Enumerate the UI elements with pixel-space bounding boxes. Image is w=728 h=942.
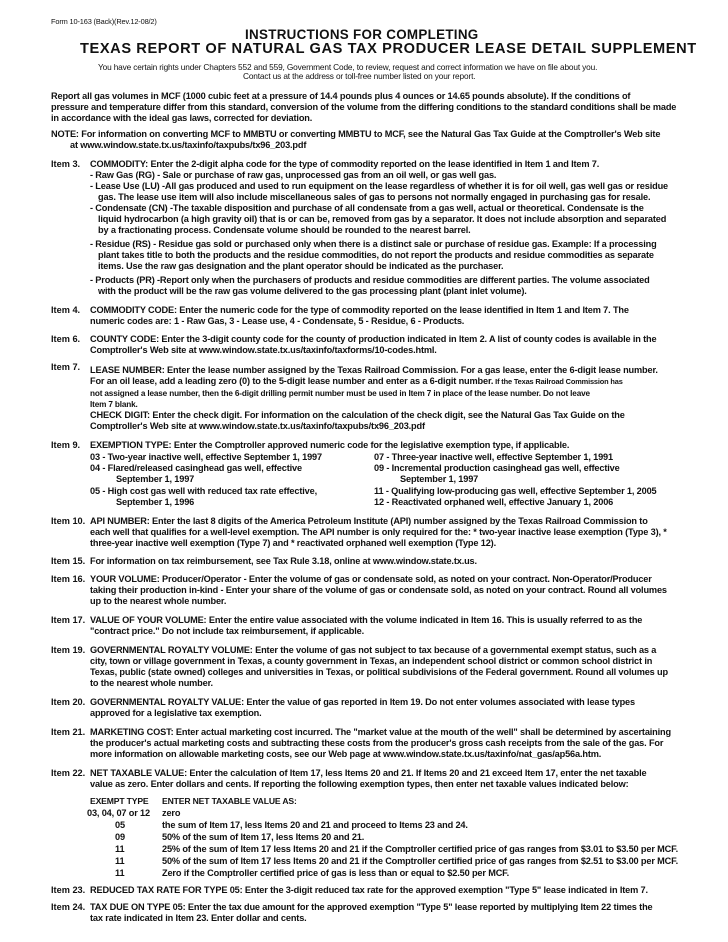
item9-heading: EXEMPTION TYPE: Enter the Comptroller approved numeric code for the legislative exemption type, if applicable.: [90, 440, 570, 450]
item24-line1: TAX DUE ON TYPE 05: Enter the tax due amount for the approved exemption "Type 5" lease reported by multiplying Item 22 times the: [90, 902, 653, 912]
page-title-line2: TEXAS REPORT OF NATURAL GAS TAX PRODUCER LEASE DETAIL SUPPLEMENT: [80, 41, 697, 57]
item4-label: Item 4.: [51, 305, 81, 315]
rights-notice-line2: Contact us at the address or toll-free number listed on your report.: [243, 71, 476, 81]
item6-line2: Comptroller's Web site at www.window.state.tx.us/taxinfo/taxforms/10-codes.html.: [90, 345, 437, 355]
item22-row-value: the sum of Item 17, less Items 20 and 21 and proceed to Items 23 and 24.: [162, 820, 468, 830]
item9-code-04-date: September 1, 1997: [116, 474, 195, 484]
form-id: Form 10-163 (Back)(Rev.12-08/2): [51, 17, 157, 26]
item21-line1: MARKETING COST: Enter actual marketing cost incurred. The "market value at the mouth of the well" shall be determined by ascertaining: [90, 727, 671, 737]
item3-residue-1: - Residue (RS) - Residue gas sold or purchased only when there is a distinct sale or purchase of residue gas. Example: If a processing: [90, 239, 657, 249]
item6-label: Item 6.: [51, 334, 81, 344]
item16-line3: up to the nearest whole number.: [90, 596, 227, 606]
item24-line2: tax rate indicated in Item 23. Enter dollar and cents.: [90, 913, 307, 923]
item9-code-12: 12 - Reactivated orphaned well, effective January 1, 2006: [374, 497, 614, 507]
item3-label: Item 3.: [51, 159, 81, 169]
item3-residue-2: plant takes title to both the products and the residue commodities, do not report the products and residue commodities as separate: [98, 250, 654, 260]
item22-row-value: 25% of the sum of Item 17 less Items 20 and 21 if the Comptroller certified price of gas ranges from $3.01 to $3.50 per MCF.: [162, 844, 678, 854]
item24-label: Item 24.: [51, 902, 86, 912]
item20-line1: GOVERNMENTAL ROYALTY VALUE: Enter the value of gas reported in Item 19. Do not enter volumes associated with lease types: [90, 697, 635, 707]
intro-line3: in accordance with the ideal gas laws, corrected for deviation.: [51, 113, 313, 123]
item9-code-11: 11 - Qualifying low-producing gas well, effective September 1, 2005: [374, 486, 657, 496]
item22-line2: value as zero. Enter dollars and cents. If reporting the following exemption types, then enter net taxable values indicated below:: [90, 779, 629, 789]
item19-label: Item 19.: [51, 645, 86, 655]
item7-line3: not assigned a lease number, then the 6-digit drilling permit number must be used in Item 7 in place of the lease number. Do not leave: [90, 389, 590, 398]
item22-label: Item 22.: [51, 768, 86, 778]
item22-row-type: 11: [115, 856, 125, 866]
item22-row-value: 50% of the sum of Item 17, less Items 20 and 21.: [162, 832, 365, 842]
item23-line1: REDUCED TAX RATE FOR TYPE 05: Enter the 3-digit reduced tax rate for the approved exemption "Type 5" lease indicated in Item 7.: [90, 885, 648, 895]
item9-label: Item 9.: [51, 440, 81, 450]
item16-line1: YOUR VOLUME: Producer/Operator - Enter the volume of gas or condensate sold, as noted on your contract. Non-Operator/Producer: [90, 574, 652, 584]
item22-col-net-value: ENTER NET TAXABLE VALUE AS:: [162, 796, 297, 806]
item7-line1: LEASE NUMBER: Enter the lease number assigned by the Texas Railroad Commission. For a gas lease, enter the 6-digit lease number.: [90, 365, 658, 375]
item9-code-03: 03 - Two-year inactive well, effective September 1, 1997: [90, 452, 322, 462]
item7-line4: Item 7 blank.: [90, 400, 138, 409]
item19-line3: Texas, public (state owned) colleges and universities in Texas, or political subdivisions of the Federal government. Round all volumes up: [90, 667, 668, 677]
item19-line4: to the nearest whole number.: [90, 678, 213, 688]
item22-line1: NET TAXABLE VALUE: Enter the calculation of Item 17, less Items 20 and 21. If Items 20 and 21 exceed Item 17, enter the net taxable: [90, 768, 647, 778]
item21-line2: the producer's actual marketing costs and subtracting these costs from the producer's gross cash receipts from the sale of the gas. For: [90, 738, 664, 748]
rights-notice-line1: You have certain rights under Chapters 552 and 559, Government Code, to review, request and correct information we have on file about you.: [98, 62, 598, 72]
item17-line1: VALUE OF YOUR VOLUME: Enter the entire value associated with the volume indicated in Item 16. This is usually referred to as the: [90, 615, 643, 625]
item7-label: Item 7.: [51, 362, 81, 372]
intro-line2: pressure and temperature differ from this standard, conversion of the volume from the differing conditions to the standard conditions shall be made: [51, 102, 677, 112]
item3-condensate-3: by a fractionating process. Condensate volume should be rounded to the nearest barrel.: [98, 225, 471, 235]
item22-col-exempt-type: EXEMPT TYPE: [90, 796, 149, 806]
item3-condensate-2: liquid hydrocarbon (a high gravity oil) that is or can be, removed from gas by a separator. It does not include absorption and separated: [98, 214, 667, 224]
item22-row-type: 11: [115, 844, 125, 854]
item9-code-09: 09 - Incremental production casinghead gas well, effective: [374, 463, 620, 473]
item10-line2: each well that qualifies for a well-level exemption. The API number is only required for the: * two-year inactive lease exemption (Type 3), *: [90, 527, 667, 537]
item3-lease-use-2: gas. The lease use item will also include miscellaneous sales of gas to persons not normally engaged in purchasing gas for resale.: [98, 192, 651, 202]
item3-commodity-heading: COMMODITY: Enter the 2-digit alpha code for the type of commodity reported on the lease identified in Item 1 and Item 7.: [90, 159, 600, 169]
page-title-line1: INSTRUCTIONS FOR COMPLETING: [245, 27, 479, 42]
item7-line5: CHECK DIGIT: Enter the check digit. For information on the calculation of the check digit, see the Natural Gas Tax Guide on the: [90, 410, 625, 420]
item4-line2: numeric codes are: 1 - Raw Gas, 3 - Lease use, 4 - Condensate, 5 - Residue, 6 - Products.: [90, 316, 465, 326]
item9-code-07: 07 - Three-year inactive well, effective September 1, 1991: [374, 452, 613, 462]
item3-lease-use-1: - Lease Use (LU) -All gas produced and used to run equipment on the lease regardless of whether it is for oil well, gas well gas or residue: [90, 181, 668, 191]
item20-line2: approved for a legislative tax exemption.: [90, 708, 262, 718]
item22-row-type: 03, 04, 07 or 12: [87, 808, 150, 818]
note-line2: at www.window.state.tx.us/taxinfo/taxpubs/tx96_203.pdf: [70, 140, 307, 150]
item3-condensate-1: - Condensate (CN) -The taxable disposition and purchase of all condensate from a gas well, actual or theoretical. Condensate is the: [90, 203, 644, 213]
item3-residue-3: items. Use the raw gas designation and the plant operator should be indicated as the purchaser.: [98, 261, 504, 271]
item16-label: Item 16.: [51, 574, 86, 584]
item19-line1: GOVERNMENTAL ROYALTY VOLUME: Enter the volume of gas not subject to tax because of a governmental exempt status, such as a: [90, 645, 657, 655]
item22-row-type: 05: [115, 820, 125, 830]
item20-label: Item 20.: [51, 697, 86, 707]
item22-row-value: Zero if the Comptroller certified price of gas is less than or equal to $2.50 per MCF.: [162, 868, 510, 878]
item17-line2: "contract price." Do not include tax reimbursement, if applicable.: [90, 626, 364, 636]
item22-row-value: zero: [162, 808, 181, 818]
item22-row-value: 50% of the sum of Item 17 less Items 20 and 21 if the Comptroller certified price of gas ranges from $2.51 to $3.00 per MCF.: [162, 856, 678, 866]
item9-code-05-date: September 1, 1996: [116, 497, 195, 507]
item10-label: Item 10.: [51, 516, 86, 526]
item21-label: Item 21.: [51, 727, 86, 737]
item22-row-type: 11: [115, 868, 125, 878]
item9-code-04: 04 - Flared/released casinghead gas well, effective: [90, 463, 302, 473]
item22-row-type: 09: [115, 832, 125, 842]
item10-line1: API NUMBER: Enter the last 8 digits of the America Petroleum Institute (API) number assigned by the Texas Railroad Commission to: [90, 516, 648, 526]
item3-raw-gas: - Raw Gas (RG) - Sale or purchase of raw gas, unprocessed gas from an oil well, or gas well gas.: [90, 170, 497, 180]
item3-products-2: with the product will be the raw gas volume delivered to the gas processing plant (plant inlet volume).: [98, 286, 527, 296]
item9-code-05: 05 - High cost gas well with reduced tax rate effective,: [90, 486, 317, 496]
item10-line3: three-year inactive well exemption (Type 7) and * reactivated orphaned well exemption (Type 12).: [90, 538, 496, 548]
item19-line2: city, town or village government in Texas, a county government in Texas, an independent school district or common school district in: [90, 656, 653, 666]
note-line1: NOTE: For information on converting MCF to MMBTU or converting MMBTU to MCF, see the Natural Gas Tax Guide at the Comptroller's Web site: [51, 129, 661, 139]
item16-line2: taking their production in-kind - Enter your share of the volume of gas or condensate sold, as noted on your contract. Round all volumes: [90, 585, 667, 595]
item4-line1: COMMODITY CODE: Enter the numeric code for the type of commodity reported on the lease identified in Item 1 and Item 7. The: [90, 305, 629, 315]
item7-line2: For an oil lease, add a leading zero (0) to the 5-digit lease number and enter as a 6-digit number. If the Texas Railroad Commission has: [90, 376, 623, 386]
item3-products-1: - Products (PR) -Report only when the purchasers of products and residue commodities are different parties. The volume associated: [90, 275, 650, 285]
item21-line3: more information on allowable marketing costs, see our Web page at www.window.state.tx.us/taxinfo/nat_gas/ap56a.htm.: [90, 749, 602, 759]
item15-label: Item 15.: [51, 556, 86, 566]
item15-line1: For information on tax reimbursement, see Tax Rule 3.18, online at www.window.state.tx.us.: [90, 556, 477, 566]
item17-label: Item 17.: [51, 615, 86, 625]
item23-label: Item 23.: [51, 885, 86, 895]
intro-line1: Report all gas volumes in MCF (1000 cubic feet at a pressure of 14.4 pounds plus 4 ounces or 14.65 pounds absolute). If the conditions of: [51, 91, 631, 101]
item6-line1: COUNTY CODE: Enter the 3-digit county code for the county of production indicated in Item 2. A list of county codes is available in the: [90, 334, 657, 344]
item9-code-09-date: September 1, 1997: [400, 474, 479, 484]
item7-line6: Comptroller's Web site at www.window.state.tx.us/taxinfo/taxpubs/tx96_203.pdf: [90, 421, 425, 431]
